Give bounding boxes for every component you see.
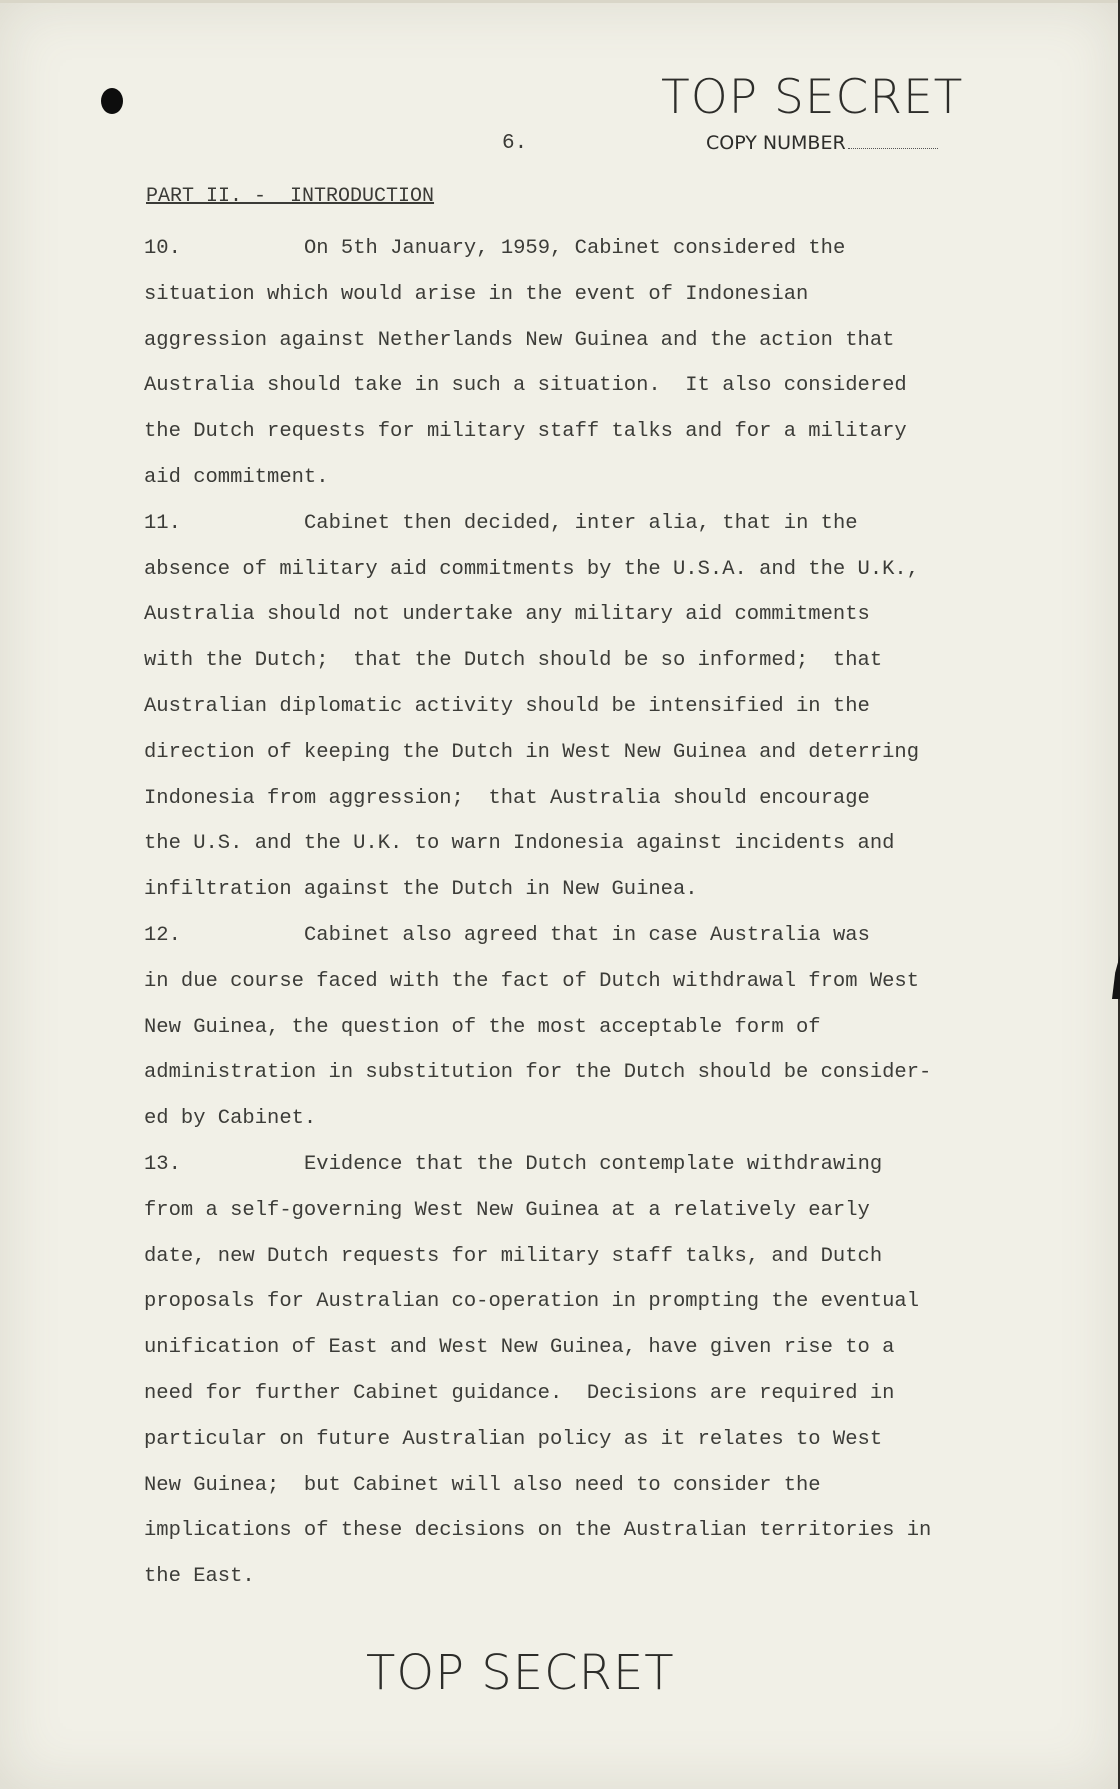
paragraph-text: the Dutch requests for military staff talks and for a military: [144, 420, 907, 444]
classification-footer: TOP SECRET: [366, 1645, 675, 1701]
paragraph-line: [144, 1279, 1024, 1325]
paragraph-line: [144, 1463, 1024, 1509]
paragraph-text: particular on future Australian policy as it relates to West: [144, 1427, 883, 1451]
body-text: [144, 226, 1024, 1600]
paragraph-text: aggression against Netherlands New Guinea and the action that: [144, 328, 895, 352]
paragraph-line: [144, 501, 1024, 547]
paragraph-line: [144, 1554, 1024, 1600]
paragraph-number: 10.: [144, 237, 181, 260]
paragraph-text: with the Dutch; that the Dutch should be so informed; that: [144, 649, 883, 673]
paragraph-line: [144, 1188, 1024, 1234]
punch-hole: [101, 88, 123, 114]
paragraph-line: [144, 1508, 1024, 1554]
paragraph-text: absence of military aid commitments by the U.S.A. and the U.K.,: [144, 557, 920, 581]
paragraph-line: [144, 1234, 1024, 1280]
paragraph-line: [144, 226, 1024, 272]
paragraph-text: situation which would arise in the event of Indonesian: [144, 282, 809, 306]
paragraph-line: [144, 959, 1024, 1005]
paragraph-text: from a self-governing West New Guinea at a relatively early: [144, 1198, 870, 1222]
paragraph-text: implications of these decisions on the Australian territories in: [144, 1519, 932, 1543]
paragraph-text: New Guinea, the question of the most acceptable form of: [144, 1015, 821, 1039]
paragraph-line: [144, 592, 1024, 638]
paragraph-number: 13.: [144, 1152, 181, 1176]
paragraph-line: [144, 821, 1024, 867]
paragraph-line: [144, 547, 1024, 593]
paragraph-text: need for further Cabinet guidance. Decisions are required in: [144, 1381, 895, 1405]
paragraph-text: New Guinea; but Cabinet will also need to consider the: [144, 1473, 821, 1497]
paragraph-line: [144, 1142, 1024, 1188]
paragraph-line: [144, 1096, 1024, 1142]
paragraph-text: date, new Dutch requests for military staff talks, and Dutch: [144, 1244, 883, 1268]
page-top-edge: [0, 0, 1120, 3]
section-heading: PART II. - INTRODUCTION: [146, 185, 435, 208]
paragraph-line: [144, 318, 1024, 364]
paragraph-text: proposals for Australian co-operation in prompting the eventual: [144, 1290, 920, 1314]
classification-header: TOP SECRET: [661, 70, 964, 125]
paragraph-line: [144, 913, 1024, 959]
copy-number-blank: [848, 134, 938, 149]
paragraph-text: Australia should not undertake any military aid commitments: [144, 603, 870, 627]
page-number: 6.: [502, 132, 528, 155]
paragraph-text: direction of keeping the Dutch in West New Guinea and deterring: [144, 740, 920, 764]
paragraph-line: [144, 1371, 1024, 1417]
paragraph-text: ed by Cabinet.: [144, 1107, 317, 1131]
paragraph-line: [144, 455, 1024, 501]
paragraph-line: [144, 776, 1024, 822]
paragraph-line: [144, 363, 1024, 409]
paragraph-number: 11.: [144, 511, 181, 535]
paragraph-number: 12.: [144, 923, 181, 947]
paragraph-line: [144, 1417, 1024, 1463]
paragraph-line: [144, 867, 1024, 913]
copy-number-field: [706, 132, 938, 154]
paragraph-text: administration in substitution for the Dutch should be consider-: [144, 1061, 932, 1085]
paragraph-text: Australian diplomatic activity should be intensified in the: [144, 694, 870, 718]
paragraph-line: [144, 1050, 1024, 1096]
paragraph-line: [144, 272, 1024, 318]
paragraph-text: in due course faced with the fact of Dutch withdrawal from West: [144, 969, 920, 993]
paragraph-text: Indonesia from aggression; that Australia should encourage: [144, 786, 870, 810]
copy-number-label: COPY NUMBER: [706, 132, 846, 154]
paragraph-text: Cabinet also agreed that in case Australia was: [304, 923, 870, 947]
paragraph-line: [144, 1005, 1024, 1051]
paragraph-text: the East.: [144, 1565, 255, 1589]
paragraph-text: Cabinet then decided, inter alia, that in the: [304, 511, 858, 535]
margin-mark: [1112, 955, 1120, 999]
paragraph-text: infiltration against the Dutch in New Guinea.: [144, 878, 698, 902]
paragraph-text: unification of East and West New Guinea, have given rise to a: [144, 1336, 895, 1360]
paragraph-line: [144, 1325, 1024, 1371]
paragraph-line: [144, 638, 1024, 684]
paragraph-text: the U.S. and the U.K. to warn Indonesia against incidents and: [144, 832, 895, 856]
paragraph-text: Australia should take in such a situation. It also considered: [144, 374, 907, 398]
paragraph-line: [144, 684, 1024, 730]
paragraph-text: On 5th January, 1959, Cabinet considered the: [304, 237, 846, 260]
paragraph-text: aid commitment.: [144, 465, 329, 489]
paragraph-line: [144, 730, 1024, 776]
paragraph-line: [144, 409, 1024, 455]
paragraph-text: Evidence that the Dutch contemplate withdrawing: [304, 1152, 883, 1176]
